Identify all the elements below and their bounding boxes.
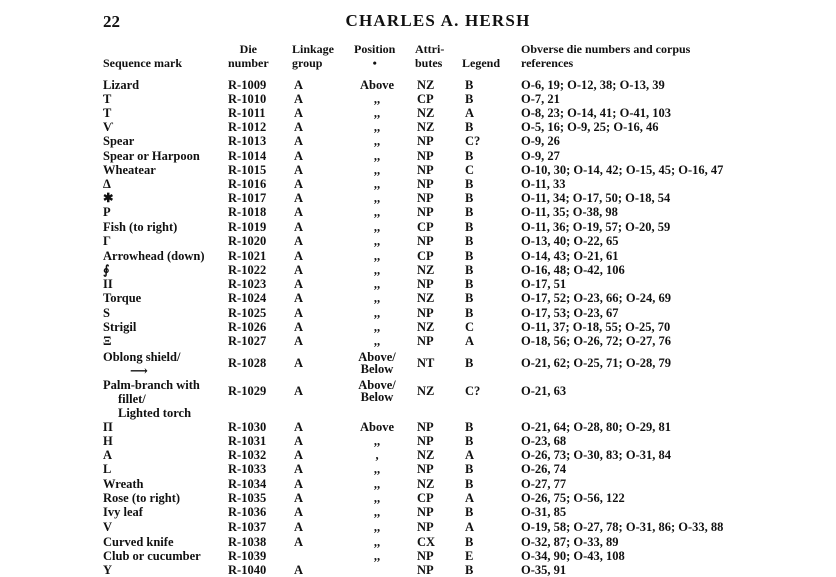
sequence-mark-cell-line3: Lighted torch (118, 406, 192, 420)
table-row (0, 134, 836, 148)
die-number-cell: R-1025 (228, 306, 267, 320)
sequence-mark-cell: Π (103, 420, 113, 434)
obverse-refs-cell: O-26, 75; O-56, 122 (521, 491, 625, 505)
linkage-group-cell: A (294, 334, 304, 348)
linkage-group-cell: A (294, 163, 304, 177)
linkage-group-cell: A (294, 92, 304, 106)
position-cell: ,, (373, 505, 381, 519)
legend-cell: B (465, 249, 474, 263)
sequence-mark-cell: Curved knife (103, 535, 174, 549)
die-number-cell: R-1037 (228, 520, 267, 534)
legend-cell: B (465, 563, 474, 577)
attributes-cell: NP (417, 277, 434, 291)
table-row (0, 434, 836, 448)
table-row (0, 291, 836, 305)
legend-cell: E (465, 549, 474, 563)
obverse-refs-cell: O-9, 27 (521, 149, 560, 163)
legend-cell: B (465, 149, 474, 163)
position-cell: Above/ (358, 350, 396, 364)
attributes-cell: NP (417, 549, 434, 563)
attributes-cell: NP (417, 191, 434, 205)
die-number-cell: R-1013 (228, 134, 267, 148)
obverse-refs-cell: O-19, 58; O-27, 78; O-31, 86; O-33, 88 (521, 520, 724, 534)
table-row (0, 535, 836, 549)
table-row (0, 378, 836, 420)
linkage-group-cell: A (294, 563, 304, 577)
obverse-refs-cell: O-8, 23; O-14, 41; O-41, 103 (521, 106, 671, 120)
legend-cell: B (465, 356, 474, 370)
linkage-group-cell: A (294, 448, 304, 462)
linkage-group-cell: A (294, 505, 304, 519)
obverse-refs-cell: O-35, 91 (521, 563, 567, 577)
position-cell: ,, (373, 263, 381, 277)
sequence-mark-cell: A (103, 448, 113, 462)
obverse-refs-cell: O-7, 21 (521, 92, 560, 106)
linkage-group-cell: A (294, 205, 304, 219)
attributes-cell: NP (417, 520, 434, 534)
position-cell: ,, (373, 434, 381, 448)
table-row (0, 462, 836, 476)
sequence-mark-cell: Ξ (103, 334, 112, 348)
attributes-cell: NZ (417, 320, 435, 334)
obverse-refs-cell: O-18, 56; O-26, 72; O-27, 76 (521, 334, 671, 348)
legend-cell: B (465, 234, 474, 248)
legend-cell: B (465, 191, 474, 205)
legend-cell: A (465, 106, 475, 120)
table-row (0, 420, 836, 434)
attributes-cell: NZ (417, 291, 435, 305)
linkage-group-cell: A (294, 420, 304, 434)
obverse-refs-cell: O-13, 40; O-22, 65 (521, 234, 619, 248)
linkage-group-cell: A (294, 291, 304, 305)
legend-cell: B (465, 277, 474, 291)
position-cell: ,, (373, 163, 381, 177)
sequence-mark-cell: Torque (103, 291, 142, 305)
legend-cell: C? (465, 384, 481, 398)
table-row (0, 491, 836, 505)
position-cell: ,, (373, 462, 381, 476)
obverse-refs-cell: O-11, 36; O-19, 57; O-20, 59 (521, 220, 671, 234)
position-cell: ,, (373, 477, 381, 491)
table-row (0, 149, 836, 163)
obverse-refs-cell: O-34, 90; O-43, 108 (521, 549, 625, 563)
sequence-mark-cell: P (103, 205, 111, 219)
sequence-mark-cell: Palm-branch with (103, 378, 200, 392)
position-cell: ,, (373, 334, 381, 348)
obverse-refs-cell: O-17, 53; O-23, 67 (521, 306, 619, 320)
obverse-refs-cell: O-23, 68 (521, 434, 567, 448)
sequence-mark-cell: Fish (to right) (103, 220, 178, 234)
sequence-mark-cell: II (103, 277, 113, 291)
linkage-group-cell: A (294, 384, 304, 398)
die-number-cell: R-1019 (228, 220, 267, 234)
obverse-refs-cell: O-17, 51 (521, 277, 567, 291)
obverse-refs-cell: O-21, 62; O-25, 71; O-28, 79 (521, 356, 671, 370)
attributes-cell: NZ (417, 106, 435, 120)
table-row (0, 306, 836, 320)
die-number-cell: R-1036 (228, 505, 267, 519)
legend-cell: B (465, 306, 474, 320)
position-cell: ,, (373, 291, 381, 305)
linkage-group-cell: A (294, 434, 304, 448)
sequence-mark-cell: Strigil (103, 320, 137, 334)
attributes-cell: NZ (417, 477, 435, 491)
legend-cell: B (465, 477, 474, 491)
obverse-refs-cell: O-17, 52; O-23, 66; O-24, 69 (521, 291, 671, 305)
attributes-cell: NP (417, 505, 434, 519)
linkage-group-cell: A (294, 191, 304, 205)
die-number-cell: R-1016 (228, 177, 267, 191)
attributes-cell: CP (417, 249, 434, 263)
linkage-group-cell: A (294, 520, 304, 534)
sequence-mark-cell: S (103, 306, 110, 320)
attributes-cell: NT (417, 356, 435, 370)
position-cell-line2: Below (360, 390, 394, 404)
header-attributes-line2: butes (415, 56, 443, 70)
table-row (0, 320, 836, 334)
linkage-group-cell: A (294, 134, 304, 148)
table-row (0, 106, 836, 120)
legend-cell: B (465, 535, 474, 549)
attributes-cell: NP (417, 434, 434, 448)
sequence-mark-cell-line2: ⟶ (130, 364, 148, 378)
die-number-cell: R-1015 (228, 163, 267, 177)
attributes-cell: NP (417, 563, 434, 577)
linkage-group-cell: A (294, 491, 304, 505)
legend-cell: B (465, 220, 474, 234)
die-number-cell: R-1031 (228, 434, 267, 448)
die-number-cell: R-1033 (228, 462, 267, 476)
die-number-cell: R-1011 (228, 106, 266, 120)
attributes-cell: NP (417, 462, 434, 476)
table-row (0, 505, 836, 519)
table-row (0, 92, 836, 106)
legend-cell: B (465, 420, 474, 434)
legend-cell: B (465, 434, 474, 448)
attributes-cell: NP (417, 177, 434, 191)
obverse-refs-cell: O-14, 43; O-21, 61 (521, 249, 619, 263)
obverse-refs-cell: O-10, 30; O-14, 42; O-15, 45; O-16, 47 (521, 163, 724, 177)
obverse-refs-cell: O-11, 34; O-17, 50; O-18, 54 (521, 191, 671, 205)
die-number-cell: R-1027 (228, 334, 267, 348)
legend-cell: C (465, 320, 475, 334)
die-number-cell: R-1017 (228, 191, 267, 205)
linkage-group-cell: A (294, 234, 304, 248)
legend-cell: B (465, 120, 474, 134)
attributes-cell: NZ (417, 78, 435, 92)
linkage-group-cell: A (294, 356, 304, 370)
attributes-cell: NP (417, 334, 434, 348)
obverse-refs-cell: O-5, 16; O-9, 25; O-16, 46 (521, 120, 659, 134)
position-cell: ,, (373, 177, 381, 191)
position-cell: ,, (373, 491, 381, 505)
position-cell: ,, (373, 220, 381, 234)
legend-cell: B (465, 78, 474, 92)
linkage-group-cell: A (294, 462, 304, 476)
legend-cell: B (465, 505, 474, 519)
attributes-cell: NZ (417, 263, 435, 277)
position-cell: ,, (373, 205, 381, 219)
legend-cell: B (465, 291, 474, 305)
table-row (0, 448, 836, 462)
sequence-mark-cell: Rose (to right) (103, 491, 181, 505)
header-attributes-line1: Attri- (415, 42, 445, 56)
sequence-mark-cell: Ƭ (103, 92, 112, 106)
position-cell: ,, (373, 277, 381, 291)
linkage-group-cell: A (294, 177, 304, 191)
header-sequence-mark: Sequence mark (103, 56, 182, 70)
position-cell: ,, (373, 92, 381, 106)
die-number-cell: R-1039 (228, 549, 267, 563)
table-row (0, 249, 836, 263)
linkage-group-cell: A (294, 535, 304, 549)
legend-cell: B (465, 462, 474, 476)
legend-cell: B (465, 92, 474, 106)
obverse-refs-cell: O-26, 73; O-30, 83; O-31, 84 (521, 448, 671, 462)
header-die-number (228, 42, 269, 70)
die-number-cell: R-1012 (228, 120, 267, 134)
linkage-group-cell: A (294, 149, 304, 163)
legend-cell: B (465, 205, 474, 219)
die-number-cell: R-1023 (228, 277, 267, 291)
sequence-mark-cell: Wreath (103, 477, 144, 491)
attributes-cell: CP (417, 220, 434, 234)
obverse-refs-cell: O-11, 33 (521, 177, 566, 191)
die-number-cell: R-1029 (228, 384, 267, 398)
header-die-line2: number (228, 56, 269, 70)
sequence-mark-cell: Lizard (103, 78, 140, 92)
header-legend: Legend (462, 56, 501, 70)
die-number-cell: R-1040 (228, 563, 267, 577)
obverse-refs-cell: O-16, 48; O-42, 106 (521, 263, 625, 277)
sequence-mark-cell: L (103, 462, 112, 476)
die-number-cell: R-1030 (228, 420, 267, 434)
sequence-mark-cell: Wheatear (103, 163, 156, 177)
table-row (0, 334, 836, 348)
position-cell: Above (359, 78, 395, 92)
position-cell: ,, (373, 249, 381, 263)
header-position-bullet: • (372, 56, 377, 70)
sequence-mark-cell: Spear (103, 134, 135, 148)
legend-cell: C (465, 163, 475, 177)
sequence-mark-cell: Oblong shield/ (103, 350, 181, 364)
sequence-mark-cell: H (103, 434, 113, 448)
table-row (0, 549, 836, 563)
header-die-line1: Die (239, 42, 257, 56)
header-linkage-group (292, 42, 334, 70)
linkage-group-cell: A (294, 249, 304, 263)
table-row (0, 477, 836, 491)
obverse-refs-cell: O-9, 26 (521, 134, 560, 148)
table-row (0, 563, 836, 577)
attributes-cell: NP (417, 149, 434, 163)
linkage-group-cell: A (294, 277, 304, 291)
header-refs-line1: Obverse die numbers and corpus (521, 42, 691, 56)
sequence-mark-cell: Y (103, 563, 113, 577)
die-number-cell: R-1009 (228, 78, 267, 92)
position-cell: Above (359, 420, 395, 434)
attributes-cell: CX (417, 535, 436, 549)
die-number-cell: R-1032 (228, 448, 267, 462)
position-cell: Above/ (358, 378, 396, 392)
die-number-cell: R-1014 (228, 149, 267, 163)
attributes-cell: NP (417, 420, 434, 434)
die-number-cell: R-1010 (228, 92, 267, 106)
die-number-cell: R-1020 (228, 234, 267, 248)
legend-cell: B (465, 263, 474, 277)
sequence-mark-cell-line2: fillet/ (118, 392, 146, 406)
obverse-refs-cell: O-21, 64; O-28, 80; O-29, 81 (521, 420, 671, 434)
table-row (0, 78, 836, 92)
position-cell: ,, (373, 535, 381, 549)
position-cell-line2: Below (360, 362, 394, 376)
legend-cell: A (465, 520, 475, 534)
table-row (0, 163, 836, 177)
attributes-cell: NP (417, 163, 434, 177)
sequence-mark-cell: ✱ (103, 191, 114, 205)
position-cell: ,, (373, 520, 381, 534)
linkage-group-cell: A (294, 106, 304, 120)
position-cell: ,, (373, 149, 381, 163)
header-linkage-line2: group (292, 56, 323, 70)
position-cell: ,, (373, 234, 381, 248)
attributes-cell: NP (417, 234, 434, 248)
table-row (0, 234, 836, 248)
sequence-mark-cell: Spear or Harpoon (103, 149, 200, 163)
attributes-cell: CP (417, 92, 434, 106)
die-number-cell: R-1034 (228, 477, 267, 491)
sequence-mark-cell: Δ (103, 177, 111, 191)
legend-cell: A (465, 334, 475, 348)
position-cell: ,, (373, 134, 381, 148)
sequence-mark-cell: ∮ (103, 263, 110, 277)
position-cell: , (375, 448, 379, 462)
die-number-cell: R-1026 (228, 320, 267, 334)
attributes-cell: NP (417, 306, 434, 320)
page-number: 22 (103, 12, 120, 31)
linkage-group-cell: A (294, 220, 304, 234)
sequence-mark-cell: Club or cucumber (103, 549, 201, 563)
die-number-cell: R-1018 (228, 205, 267, 219)
table-row (0, 220, 836, 234)
attributes-cell: NZ (417, 448, 435, 462)
page-title: CHARLES A. HERSH (345, 11, 531, 30)
obverse-refs-cell: O-11, 37; O-18, 55; O-25, 70 (521, 320, 671, 334)
attributes-cell: NZ (417, 384, 435, 398)
linkage-group-cell: A (294, 78, 304, 92)
position-cell: ,, (373, 320, 381, 334)
legend-cell: A (465, 491, 475, 505)
position-cell: ,, (373, 549, 381, 563)
sequence-mark-cell: Ivy leaf (103, 505, 143, 519)
obverse-refs-cell: O-6, 19; O-12, 38; O-13, 39 (521, 78, 665, 92)
linkage-group-cell: A (294, 306, 304, 320)
die-number-cell: R-1028 (228, 356, 267, 370)
header-refs-line2: references (521, 56, 574, 70)
header-position-line1: Position (354, 42, 396, 56)
header-attributes (415, 42, 444, 70)
header-linkage-line1: Linkage (292, 42, 335, 56)
obverse-refs-cell: O-31, 85 (521, 505, 567, 519)
position-cell: ,, (373, 106, 381, 120)
die-number-cell: R-1024 (228, 291, 267, 305)
die-number-cell: R-1021 (228, 249, 267, 263)
die-number-cell: R-1022 (228, 263, 267, 277)
position-cell: ,, (373, 191, 381, 205)
header-obverse-refs (521, 42, 690, 70)
obverse-refs-cell: O-32, 87; O-33, 89 (521, 535, 619, 549)
linkage-group-cell: A (294, 263, 304, 277)
die-number-cell: R-1035 (228, 491, 267, 505)
linkage-group-cell: A (294, 120, 304, 134)
legend-cell: B (465, 177, 474, 191)
legend-cell: C? (465, 134, 481, 148)
obverse-refs-cell: O-26, 74 (521, 462, 567, 476)
header-position (354, 42, 395, 70)
table-row (0, 205, 836, 219)
attributes-cell: CP (417, 491, 434, 505)
sequence-mark-cell: Γ (103, 234, 111, 248)
sequence-mark-cell: V (103, 520, 113, 534)
die-number-cell: R-1038 (228, 535, 267, 549)
linkage-group-cell: A (294, 477, 304, 491)
table-row (0, 177, 836, 191)
table-row (0, 263, 836, 277)
attributes-cell: NP (417, 205, 434, 219)
legend-cell: A (465, 448, 475, 462)
obverse-refs-cell: O-27, 77 (521, 477, 567, 491)
table-row (0, 350, 836, 378)
attributes-cell: NZ (417, 120, 435, 134)
position-cell: ,, (373, 306, 381, 320)
obverse-refs-cell: O-11, 35; O-38, 98 (521, 205, 618, 219)
table-row (0, 520, 836, 534)
sequence-mark-cell: Ѵ (103, 120, 114, 134)
linkage-group-cell: A (294, 320, 304, 334)
attributes-cell: NP (417, 134, 434, 148)
obverse-refs-cell: O-21, 63 (521, 384, 567, 398)
sequence-mark-cell: Arrowhead (down) (103, 249, 205, 263)
table-row (0, 120, 836, 134)
sequence-mark-cell: Ƭ (103, 106, 112, 120)
position-cell: ,, (373, 120, 381, 134)
table-row (0, 277, 836, 291)
table-row (0, 191, 836, 205)
